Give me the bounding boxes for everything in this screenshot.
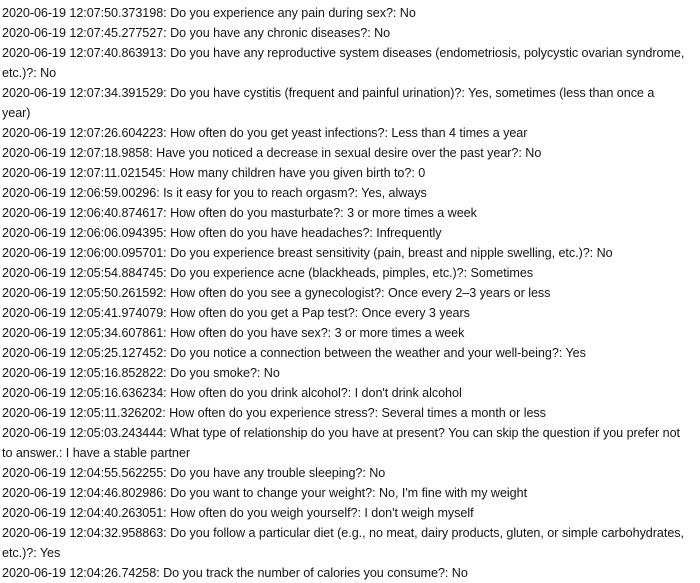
log-entry: 2020-06-19 12:07:40.863913: Do you have any reproductive system diseases (endometriosis, polycystic ovarian syndrome, etc.)?: No bbox=[2, 46, 685, 80]
log-entry: 2020-06-19 12:07:18.9858: Have you noticed a decrease in sexual desire over the past year?: No bbox=[2, 146, 542, 160]
log-entry: 2020-06-19 12:07:34.391529: Do you have cystitis (frequent and painful urination)?: Yes, sometimes (less than once a year) bbox=[2, 86, 655, 120]
log-entry: 2020-06-19 12:06:00.095701: Do you experience breast sensitivity (pain, breast and nipple swelling, etc.)?: No bbox=[2, 246, 613, 260]
log-entry: 2020-06-19 12:07:45.277527: Do you have any chronic diseases?: No bbox=[2, 26, 391, 40]
log-entry: 2020-06-19 12:05:11.326202: How often do you experience stress?: Several times a month or less bbox=[2, 406, 546, 420]
log-entry: 2020-06-19 12:07:11.021545: How many children have you given birth to?: 0 bbox=[2, 166, 426, 180]
log-entry: 2020-06-19 12:05:25.127452: Do you notice a connection between the weather and your well-being?: Yes bbox=[2, 346, 586, 360]
log-entry: 2020-06-19 12:05:34.607861: How often do you have sex?: 3 or more times a week bbox=[2, 326, 465, 340]
log-entry: 2020-06-19 12:04:46.802986: Do you want to change your weight?: No, I'm fine with my weight bbox=[2, 486, 528, 500]
log-entry: 2020-06-19 12:06:59.00296: Is it easy for you to reach orgasm?: Yes, always bbox=[2, 186, 427, 200]
log-entry: 2020-06-19 12:07:26.604223: How often do you get yeast infections?: Less than 4 times a year bbox=[2, 126, 528, 140]
log-entry: 2020-06-19 12:05:16.852822: Do you smoke?: No bbox=[2, 366, 280, 380]
log-entry: 2020-06-19 12:04:55.562255: Do you have any trouble sleeping?: No bbox=[2, 466, 386, 480]
log-entry: 2020-06-19 12:05:54.884745: Do you experience acne (blackheads, pimples, etc.)?: Sometimes bbox=[2, 266, 534, 280]
log-entry: 2020-06-19 12:07:50.373198: Do you experience any pain during sex?: No bbox=[2, 6, 416, 20]
log-entry: 2020-06-19 12:05:41.974079: How often do you get a Pap test?: Once every 3 years bbox=[2, 306, 470, 320]
log-entry: 2020-06-19 12:05:16.636234: How often do you drink alcohol?: I don't drink alcohol bbox=[2, 386, 462, 400]
log-entry: 2020-06-19 12:05:50.261592: How often do you see a gynecologist?: Once every 2–3 years or less bbox=[2, 286, 551, 300]
log-entry: 2020-06-19 12:04:26.74258: Do you track the number of calories you consume?: No bbox=[2, 566, 468, 580]
log-entry: 2020-06-19 12:04:40.263051: How often do you weigh yourself?: I don't weigh myself bbox=[2, 506, 474, 520]
log-entry: 2020-06-19 12:04:32.958863: Do you follow a particular diet (e.g., no meat, dairy products, gluten, or simple carbohydrates, etc.)?: Yes bbox=[2, 526, 684, 560]
log-entry: 2020-06-19 12:06:06.094395: How often do you have headaches?: Infrequently bbox=[2, 226, 442, 240]
log-entry: 2020-06-19 12:05:03.243444: What type of relationship do you have at present? You can skip the question if you prefer not to answer.: I have a stable partner bbox=[2, 426, 680, 460]
log-entry: 2020-06-19 12:06:40.874617: How often do you masturbate?: 3 or more times a week bbox=[2, 206, 477, 220]
